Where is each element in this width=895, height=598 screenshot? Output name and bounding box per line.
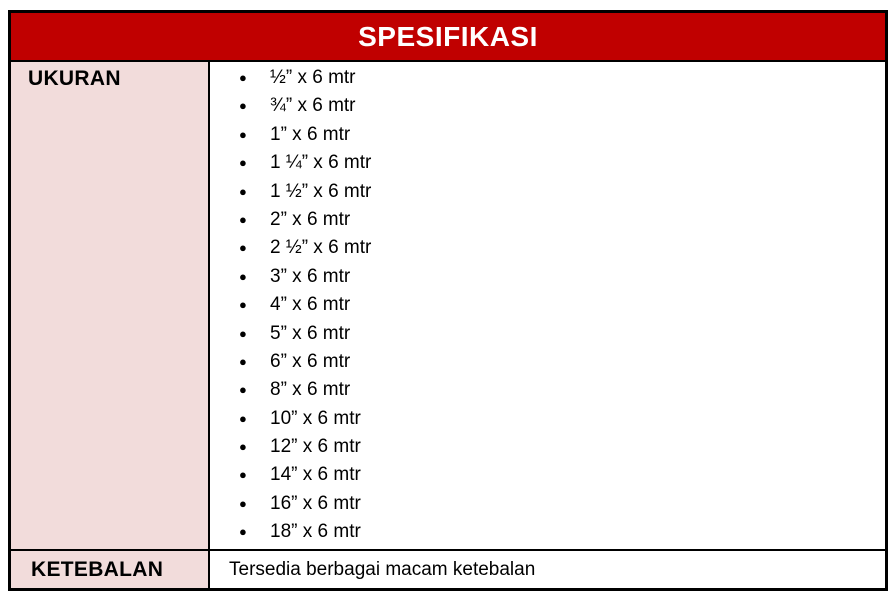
ukuran-label: UKURAN bbox=[28, 67, 121, 90]
size-item: ● 1 ½” x 6 mtr bbox=[210, 178, 885, 206]
ketebalan-label-cell bbox=[11, 551, 210, 588]
size-item: ● 8” x 6 mtr bbox=[210, 376, 885, 404]
ketebalan-value-cell bbox=[210, 551, 885, 588]
table-title: SPESIFIKASI bbox=[358, 20, 538, 52]
size-item: ● 6” x 6 mtr bbox=[210, 348, 885, 376]
size-item: ● 3” x 6 mtr bbox=[210, 263, 885, 291]
size-item: ● 4” x 6 mtr bbox=[210, 291, 885, 319]
table-header bbox=[11, 13, 885, 62]
size-item: ● ½” x 6 mtr bbox=[210, 64, 885, 92]
row-ketebalan bbox=[11, 551, 885, 588]
size-item: ● 14” x 6 mtr bbox=[210, 461, 885, 489]
size-item: ● 5” x 6 mtr bbox=[210, 320, 885, 348]
size-item: ● 10” x 6 mtr bbox=[210, 405, 885, 433]
size-item: ● 12” x 6 mtr bbox=[210, 433, 885, 461]
size-item: ● 2 ½” x 6 mtr bbox=[210, 234, 885, 262]
ukuran-label-cell bbox=[11, 62, 210, 549]
size-list bbox=[210, 64, 885, 547]
size-item: ● 1 ¼” x 6 mtr bbox=[210, 149, 885, 177]
size-item: ● 16” x 6 mtr bbox=[210, 490, 885, 518]
size-item: ● 2” x 6 mtr bbox=[210, 206, 885, 234]
size-item: ● ¾” x 6 mtr bbox=[210, 92, 885, 120]
row-ukuran bbox=[11, 62, 885, 551]
size-item: ● 18” x 6 mtr bbox=[210, 518, 885, 546]
size-item: ● 1” x 6 mtr bbox=[210, 121, 885, 149]
ukuran-value-cell bbox=[210, 62, 885, 549]
specification-table bbox=[8, 10, 888, 591]
ketebalan-label: KETEBALAN bbox=[31, 557, 164, 581]
ketebalan-value: Tersedia berbagai macam ketebalan bbox=[229, 558, 536, 580]
